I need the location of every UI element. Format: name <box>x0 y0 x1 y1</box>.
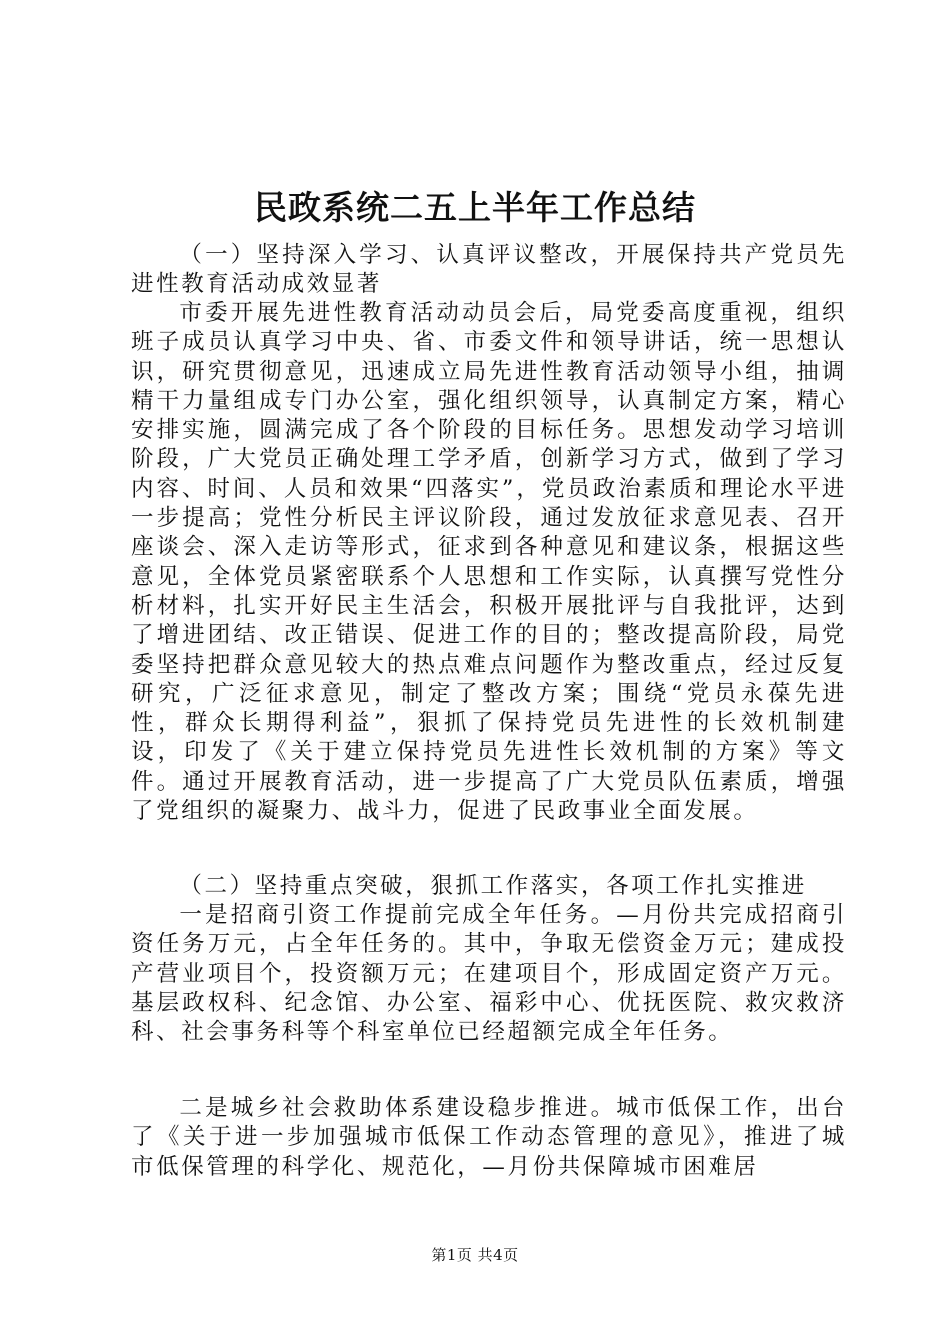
page-footer: 第1页 共4页 <box>431 1246 519 1264</box>
body-paragraph-2: 一是招商引资工作提前完成全年任务。—月份共完成招商引资任务万元，占全年任务的。其中，争取无偿资金万元；建成投产营业项目个，投资额万元；在建项目个，形成固定资产万元。基层政权科、纪念馆、办公室、福彩中心、优抚医院、救灾救济科、社会事务科等个科室单位已经超额完成全年任务。 <box>131 902 847 1046</box>
section-heading-1: （一）坚持深入学习、认真评议整改，开展保持共产党员先进性教育活动成效显著 <box>131 242 847 298</box>
section-heading-2: （二）坚持重点突破，狠抓工作落实，各项工作扎实推进 <box>179 873 807 899</box>
body-paragraph-3: 二是城乡社会救助体系建设稳步推进。城市低保工作，出台了《关于进一步加强城市低保工作动态管理的意见》，推进了城市低保管理的科学化、规范化，—月份共保障城市困难居 <box>131 1095 847 1180</box>
body-paragraph-1: 市委开展先进性教育活动动员会后，局党委高度重视，组织班子成员认真学习中央、省、市委文件和领导讲话，统一思想认识，研究贯彻意见，迅速成立局先进性教育活动领导小组，抽调精干力量组成专门办公室，强化组织领导，认真制定方案，精心安排实施，圆满完成了各个阶段的目标任务。思想发动学习培训阶段，广大党员正确处理工学矛盾，创新学习方式，做到了学习内容、时间、人员和效果“四落实”，党员政治素质和理论水平进一步提高；党性分析民主评议阶段，通过发放征求意见表、召开座谈会、深入走访等形式，征求到各种意见和建议条，根据这些意见，全体党员紧密联系个人思想和工作实际，认真撰写党性分析材料，扎实开好民主生活会，积极开展批评与自我批评，达到了增进团结、改正错误、促进工作的目的；整改提高阶段，局党委坚持把群众意见较大的热点难点问题作为整改重点，经过反复研究，广泛征求意见，制定了整改方案；围绕“党员永葆先进性，群众长期得利益”，狠抓了保持党员先进性的长效机制建设，印发了《关于建立保持党员先进性长效机制的方案》等文件。通过开展教育活动，进一步提高了广大党员队伍素质，增强了党组织的凝聚力、战斗力，促进了民政事业全面发展。 <box>131 300 847 825</box>
page-title: 民政系统二五上半年工作总结 <box>254 188 696 227</box>
